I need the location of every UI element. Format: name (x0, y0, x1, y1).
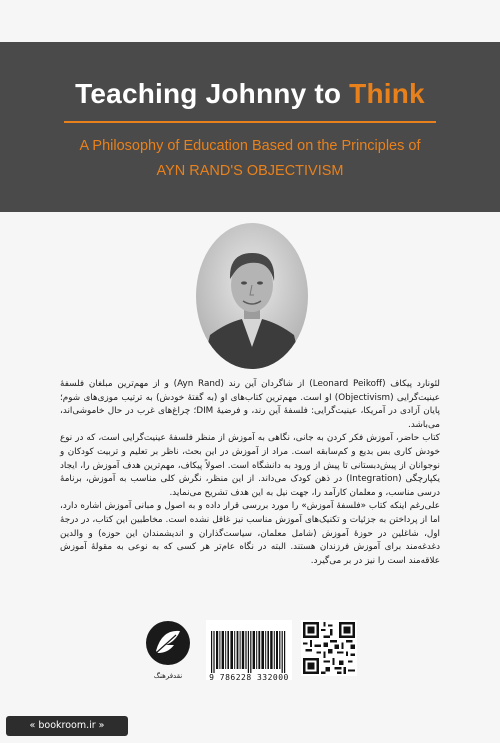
top-margin (0, 0, 500, 42)
publisher-name: نقدفرهنگ (153, 672, 183, 680)
qr-code (301, 620, 357, 676)
description-paragraph-2: کتاب حاضر، آموزش فکر کردن به جانی، نگاهی به آموزش از منظر فلسفهٔ عینیت‌گرایی است، که در نوع خودش کاری بس بدیع و کم‌سابقه است. مراد از آموزش در این بحث، ناظر بر تعلیم و تربیت کودکان و نوجوانان از پیش‌دبستانی تا پیش از ورود به دانشگاه است. اصولاً پیکاف، مهم‌ترین هدف آموزش را، ایجاد یکپارچگی (Integration) در ذهن کودک می‌داند. از این منظر، نگرش کلی مناسب به آموزش، برنامهٔ درسی مناسب، و معلمان کارآمد را، جهت نیل به این هدف تشریح می‌نماید. (60, 433, 440, 498)
book-title (0, 78, 500, 110)
title-accent: Think (349, 78, 425, 109)
book-description (60, 378, 440, 568)
subtitle-line-2: AYN RAND'S OBJECTIVISM (156, 163, 344, 179)
isbn-barcode (206, 620, 292, 680)
title-divider (64, 121, 436, 123)
barcode-number: 9 786228 332000 (209, 673, 289, 682)
author-portrait (196, 223, 308, 369)
title-banner (0, 42, 500, 212)
title-main: Teaching Johnny to (75, 78, 350, 109)
subtitle-line-1: A Philosophy of Education Based on the Principles of (79, 138, 421, 154)
watermark-link[interactable]: « bookroom.ir » (6, 716, 128, 736)
description-paragraph-3: علی‌رغم اینکه کتاب «فلسفهٔ آموزش» را مورد بررسی قرار داده و به اصول و مبانی آموزش اشاره دارد، اما از پرداختن به جزئیات و تکنیک‌های آموزش مناسب نیز غافل نشده است. مخاطبین این کتاب، در درجهٔ اول، شاغلین در حوزهٔ آموزش (شامل معلمان، سیاست‌گذاران و اندیشمندان این حوزه) و والدین دغدغه‌مند برای آموزش فرزندان هستند. البته در نگاه عام‌تر هر کسی که به نوعی به مقولهٔ آموزش علاقه‌مند است را نیز در بر می‌گیرد. (60, 501, 440, 566)
description-paragraph-1: لئونارد پیکاف (Leonard Peikoff) از شاگردان آین رند (Ayn Rand) و از مهم‌ترین مبلغان فلسفهٔ عینیت‌گرایی (Objectivism) او است. مهم‌ترین کتاب‌های او (به گفتهٔ خودش) به ترتیب موزی‌های شوم؛ پایان آزادی در آمریکا، عینیت‌گرایی: فلسفهٔ آین رند، و فرضیهٔ DIM؛ چراغ‌های غرب در حال خاموشی‌اند، می‌باشد. (60, 379, 440, 430)
